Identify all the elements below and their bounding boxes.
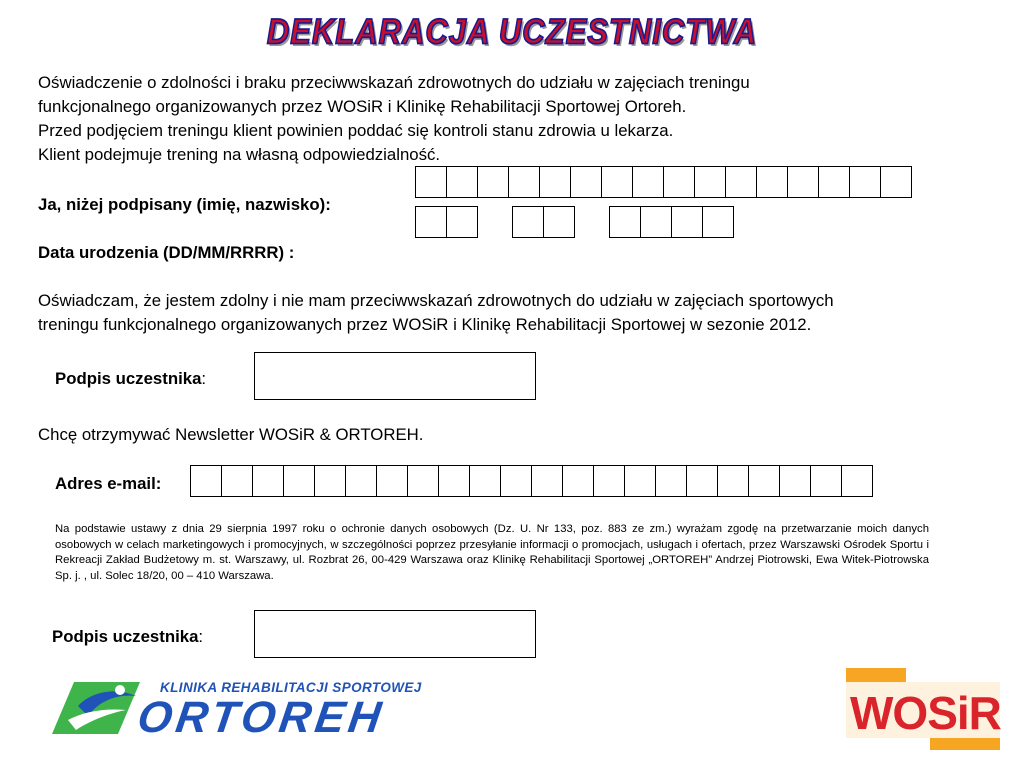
email-cell[interactable]	[469, 465, 501, 497]
dob-month-cell[interactable]	[543, 206, 575, 238]
email-cell[interactable]	[748, 465, 780, 497]
signature-1-label: Podpis uczestnika	[55, 369, 202, 388]
signature-2-label: Podpis uczestnika	[52, 627, 199, 646]
signature-1-colon: :	[201, 369, 207, 388]
email-cell[interactable]	[841, 465, 873, 497]
email-cell[interactable]	[655, 465, 687, 497]
name-cell[interactable]	[477, 166, 509, 198]
ortoreh-tagline: KLINIKA REHABILITACJI SPORTOWEJ	[160, 680, 422, 695]
dob-year-input[interactable]	[609, 206, 734, 238]
name-cell[interactable]	[756, 166, 788, 198]
dob-month-input[interactable]	[512, 206, 575, 238]
dob-day-cell[interactable]	[446, 206, 478, 238]
signature-2-label-wrap	[52, 625, 203, 649]
email-cell[interactable]	[593, 465, 625, 497]
name-cell[interactable]	[880, 166, 912, 198]
email-cell[interactable]	[810, 465, 842, 497]
intro-line-1: Oświadczenie o zdolności i braku przeciwwskazań zdrowotnych do udziału w zajęciach treningu	[38, 73, 750, 92]
email-cell[interactable]	[407, 465, 439, 497]
newsletter-text: Chcę otrzymywać Newsletter WOSiR & ORTOREH.	[38, 425, 424, 444]
email-cell[interactable]	[717, 465, 749, 497]
name-label: Ja, niżej podpisany (imię, nazwisko):	[38, 195, 331, 214]
dob-day-cell[interactable]	[415, 206, 447, 238]
dob-day-input[interactable]	[415, 206, 478, 238]
name-cell[interactable]	[508, 166, 540, 198]
email-cell[interactable]	[376, 465, 408, 497]
email-input-grid[interactable]	[190, 465, 873, 497]
email-cell[interactable]	[624, 465, 656, 497]
name-cell[interactable]	[570, 166, 602, 198]
signature-1-label-wrap	[55, 367, 206, 391]
name-cell[interactable]	[415, 166, 447, 198]
name-cell[interactable]	[446, 166, 478, 198]
name-cell[interactable]	[663, 166, 695, 198]
email-cell[interactable]	[190, 465, 222, 497]
name-cell[interactable]	[725, 166, 757, 198]
declaration-line-1: Oświadczam, że jestem zdolny i nie mam przeciwwskazań zdrowotnych do udziału w zajęciach sportowych	[38, 291, 834, 310]
page-title: DEKLARACJA UCZESTNICTWA	[266, 11, 758, 52]
intro-line-3: Przed podjęciem treningu klient powinien poddać się kontroli stanu zdrowia u lekarza.	[38, 121, 674, 140]
wosir-logo-text: WOSiR	[850, 687, 1001, 739]
dob-year-cell[interactable]	[609, 206, 641, 238]
email-cell[interactable]	[314, 465, 346, 497]
name-input-grid[interactable]	[415, 166, 912, 198]
consent-text: Na podstawie ustawy z dnia 29 sierpnia 1997 roku o ochronie danych osobowych (Dz. U. Nr 133, poz. 883 ze zm.) wyrażam zgodę na przetwarzanie moich danych osobowych w celach marketingowych i promocyjnych, w szczególności poprzez przesyłanie informacji o promocjach, usługach i ofertach, przez Warszawski Ośrodek Sportu i Rekreacji Zakład Budżetowy m. st. Warszawy, ul. Rozbrat 26, 00-429 Warszawa oraz Klinikę Rehabilitacji Sportowej „ORTOREH” Andrzej Piotrowski, Ewa Witek-Piotrowska Sp. j. , ul. Solec 18/20, 00 – 410 Warszawa.	[55, 523, 929, 582]
name-cell[interactable]	[787, 166, 819, 198]
signature-2-box[interactable]	[254, 610, 536, 658]
name-cell[interactable]	[694, 166, 726, 198]
name-cell[interactable]	[632, 166, 664, 198]
signature-2-colon: :	[198, 627, 204, 646]
email-cell[interactable]	[345, 465, 377, 497]
email-cell[interactable]	[562, 465, 594, 497]
name-cell[interactable]	[818, 166, 850, 198]
declaration-line-2: treningu funkcjonalnego organizowanych przez WOSiR i Klinikę Rehabilitacji Sportowej w sezonie 2012.	[38, 315, 812, 334]
email-cell[interactable]	[686, 465, 718, 497]
dob-month-cell[interactable]	[512, 206, 544, 238]
email-cell[interactable]	[438, 465, 470, 497]
name-cell[interactable]	[539, 166, 571, 198]
signature-1-box[interactable]	[254, 352, 536, 400]
intro-line-2: funkcjonalnego organizowanych przez WOSiR i Klinikę Rehabilitacji Sportowej Ortoreh.	[38, 97, 687, 116]
email-cell[interactable]	[779, 465, 811, 497]
ortoreh-emblem-icon	[48, 676, 148, 736]
email-cell[interactable]	[252, 465, 284, 497]
name-cell[interactable]	[849, 166, 881, 198]
intro-line-4: Klient podejmuje trening na własną odpowiedzialność.	[38, 145, 441, 164]
email-cell[interactable]	[221, 465, 253, 497]
email-cell[interactable]	[500, 465, 532, 497]
name-cell[interactable]	[601, 166, 633, 198]
email-cell[interactable]	[283, 465, 315, 497]
dob-year-cell[interactable]	[640, 206, 672, 238]
dob-label: Data urodzenia (DD/MM/RRRR) :	[38, 243, 295, 262]
email-label: Adres e-mail:	[55, 474, 162, 493]
email-cell[interactable]	[531, 465, 563, 497]
ortoreh-logo-text: ORTOREH	[134, 693, 388, 742]
dob-year-cell[interactable]	[671, 206, 703, 238]
dob-year-cell[interactable]	[702, 206, 734, 238]
